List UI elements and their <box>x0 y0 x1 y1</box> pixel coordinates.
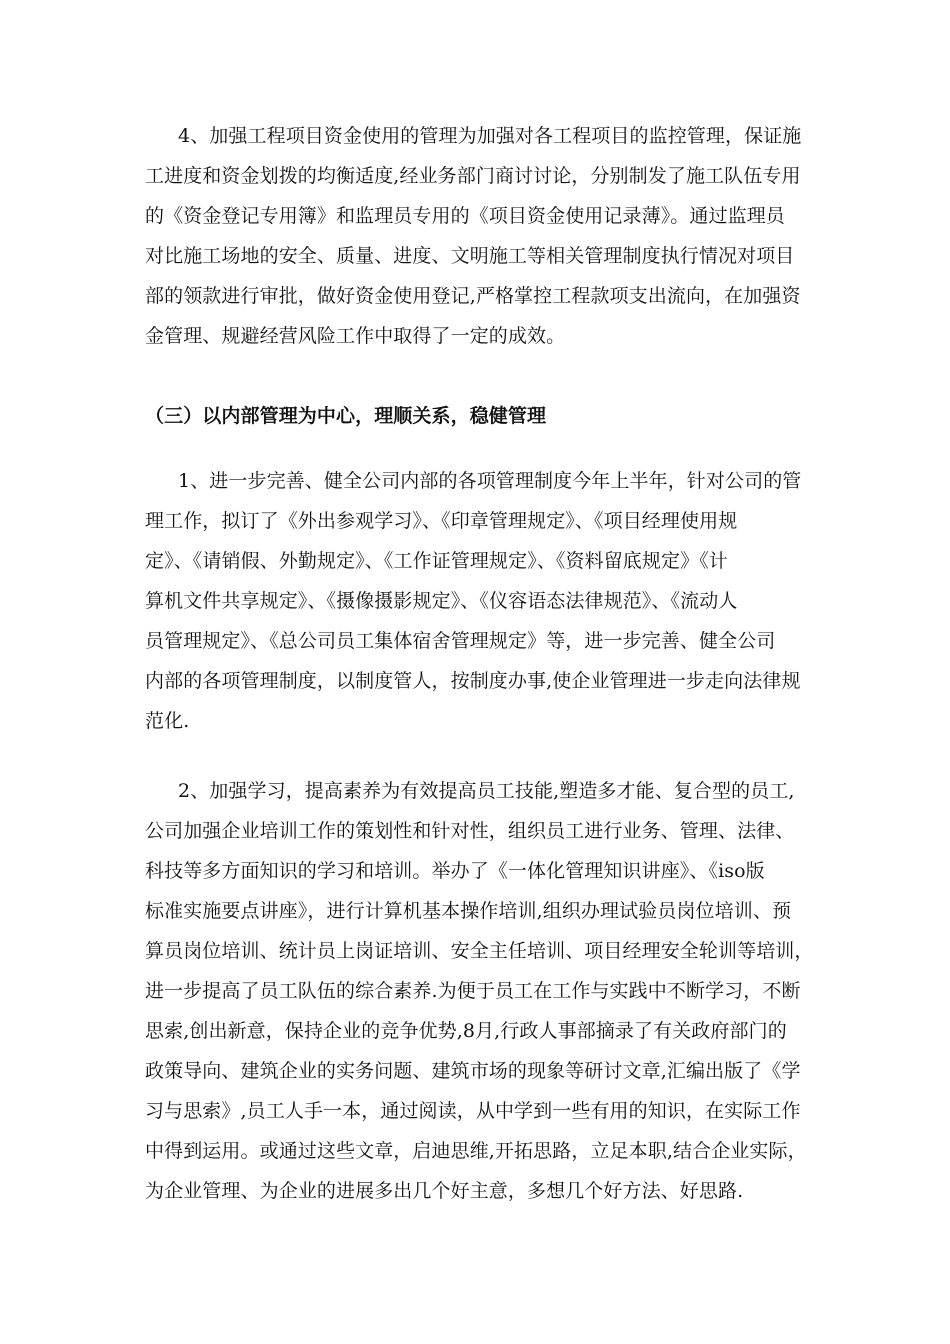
paragraph-line: 中得到运用。或通过这些文章，启迪思维,开拓思路，立足本职,结合企业实际， <box>145 1140 807 1162</box>
paragraph-line: 习与思索》,员工人手一本，通过阅读，从中学到一些有用的知识，在实际工作 <box>145 1100 801 1122</box>
paragraph-line: 对比施工场地的安全、质量、进度、文明施工等相关管理制度执行情况对项目 <box>145 245 795 267</box>
paragraph-line: 内部的各项管理制度，以制度管人，按制度办事,使企业管理进一步走向法律规 <box>145 670 801 692</box>
paragraph-line: 为企业管理、为企业的进展多出几个好主意，多想几个好方法、好思路. <box>145 1180 744 1202</box>
paragraph-line: 标准实施要点讲座》，进行计算机基本操作培训,组织办理试验员岗位培训、预 <box>145 900 792 922</box>
paragraph-line: 定》、《请销假、外勤规定》、《工作证管理规定》、《资料留底规定》《计 <box>145 550 728 572</box>
paragraph-line: 1、进一步完善、健全公司内部的各项管理制度今年上半年，针对公司的管 <box>178 470 802 492</box>
paragraph-line: 范化. <box>145 710 190 732</box>
paragraph-line: 科技等多方面知识的学习和培训。举办了《一体化管理知识讲座》、《iso版 <box>145 860 765 882</box>
paragraph-line: 的《资金登记专用簿》和监理员专用的《项目资金使用记录薄》。通过监理员 <box>145 205 785 227</box>
paragraph-line: 金管理、规避经营风险工作中取得了一定的成效。 <box>145 325 566 347</box>
paragraph-line: 部的领款进行审批，做好资金使用登记,严格掌控工程款项支出流向，在加强资 <box>145 285 801 307</box>
section-heading: （三）以内部管理为中心，理顺关系，稳健管理 <box>145 405 547 427</box>
paragraph-line: 进一步提高了员工队伍的综合素养.为便于员工在工作与实践中不断学习，不断 <box>145 980 801 1002</box>
paragraph-line: 算员岗位培训、统计员上岗证培训、安全主任培训、项目经理安全轮训等培训， <box>145 940 814 962</box>
paragraph-line: 2、加强学习，提高素养为有效提高员工技能,塑造多才能、复合型的员工, <box>178 780 795 802</box>
paragraph-line: 政策导向、建筑企业的实务问题、建筑市场的现象等研讨文章,汇编出版了《学 <box>145 1060 801 1082</box>
paragraph-line: 理工作，拟订了《外出参观学习》、《印章管理规定》、《项目经理使用规 <box>145 510 738 532</box>
paragraph-line: 员管理规定》、《总公司员工集体宿舍管理规定》等，进一步完善、健全公司 <box>145 630 776 652</box>
paragraph-line: 公司加强企业培训工作的策划性和针对性，组织员工进行业务、管理、法律、 <box>145 820 795 842</box>
paragraph-line: 思索,创出新意，保持企业的竞争优势,8月,行政人事部摘录了有关政府部门的 <box>145 1020 787 1042</box>
paragraph-line: 算机文件共享规定》、《摄像摄影规定》、《仪容语态法律规范》、《流动人 <box>145 590 738 612</box>
paragraph-line: 工进度和资金划拨的均衡适度,经业务部门商讨讨论，分别制发了施工队伍专用 <box>145 165 801 187</box>
paragraph-line: 4、加强工程项目资金使用的管理为加强对各工程项目的监控管理，保证施 <box>178 125 802 147</box>
